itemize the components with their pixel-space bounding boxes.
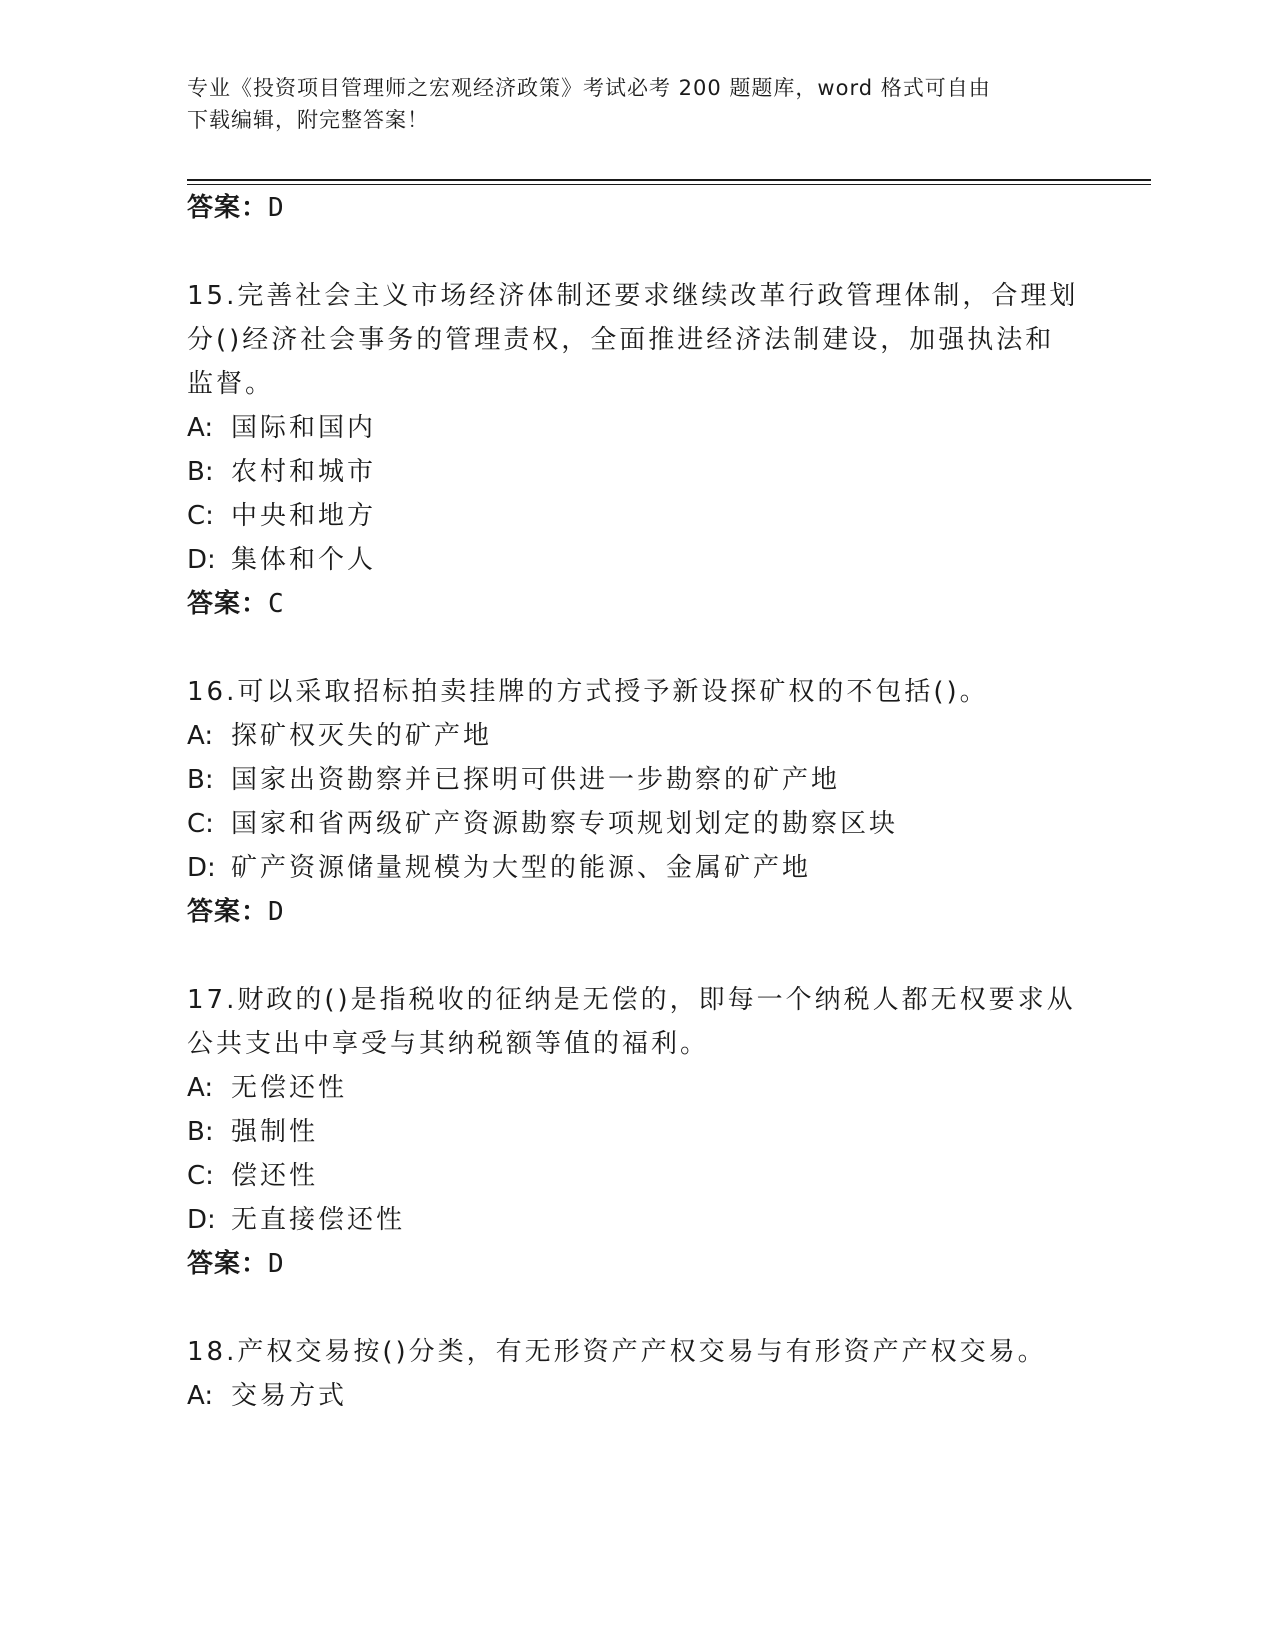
question-16-option-d <box>187 848 811 888</box>
option-label: B: <box>187 1117 214 1147</box>
question-18-option-a <box>187 1376 347 1416</box>
question-15-stem-line-3: 监督。 <box>187 369 275 399</box>
header-divider-thin <box>187 184 1151 185</box>
question-17-stem-line-2: 公共支出中享受与其纳税额等值的福利。 <box>187 1029 710 1059</box>
option-label: A: <box>187 413 214 443</box>
option-label: B: <box>187 765 214 795</box>
question-17-option-d <box>187 1200 405 1240</box>
option-label: D: <box>187 1205 216 1235</box>
header-line-2: 下载编辑，附完整答案！ <box>187 108 429 132</box>
option-text: 国际和国内 <box>231 413 377 443</box>
question-17-option-b <box>187 1112 318 1152</box>
question-17-option-c <box>187 1156 318 1196</box>
option-text: 农村和城市 <box>231 457 377 487</box>
option-label: D: <box>187 545 216 575</box>
option-text: 集体和个人 <box>231 545 377 575</box>
option-label: A: <box>187 1381 214 1411</box>
question-15-stem-line-2: 分()经济社会事务的管理责权，全面推进经济法制建设，加强执法和 <box>187 325 1055 355</box>
answer-value: D <box>268 897 285 927</box>
option-text: 中央和地方 <box>231 501 377 531</box>
document-header <box>187 72 1087 136</box>
answer-label: 答案： <box>187 193 269 223</box>
option-text: 矿产资源储量规模为大型的能源、金属矿产地 <box>231 853 812 883</box>
question-16-option-b <box>187 760 840 800</box>
answer-value: C <box>268 589 285 619</box>
question-16-option-a <box>187 716 492 756</box>
prev-answer <box>187 188 285 228</box>
option-text: 交易方式 <box>231 1381 348 1411</box>
option-text: 国家出资勘察并已探明可供进一步勘察的矿产地 <box>231 765 841 795</box>
answer-label: 答案： <box>187 589 269 619</box>
header-line-1: 专业《投资项目管理师之宏观经济政策》考试必考 200 题题库，word 格式可自由 <box>187 76 991 100</box>
question-15-answer <box>187 584 285 624</box>
question-15-option-d <box>187 540 376 580</box>
question-16-option-c <box>187 804 898 844</box>
option-label: C: <box>187 809 214 839</box>
option-text: 无偿还性 <box>231 1073 348 1103</box>
option-label: B: <box>187 457 214 487</box>
question-17-option-a <box>187 1068 347 1108</box>
option-label: A: <box>187 1073 214 1103</box>
answer-label: 答案： <box>187 1249 269 1279</box>
header-divider <box>187 179 1151 181</box>
answer-value: D <box>268 193 285 223</box>
option-label: A: <box>187 721 214 751</box>
option-text: 探矿权灭失的矿产地 <box>231 721 493 751</box>
question-17-stem-line-1: 17.财政的()是指税收的征纳是无偿的，即每一个纳税人都无权要求从 <box>187 985 1076 1015</box>
option-text: 强制性 <box>231 1117 319 1147</box>
option-label: C: <box>187 1161 214 1191</box>
option-label: D: <box>187 853 216 883</box>
question-15-option-c <box>187 496 376 536</box>
option-text: 偿还性 <box>231 1161 319 1191</box>
answer-label: 答案： <box>187 897 269 927</box>
option-label: C: <box>187 501 214 531</box>
option-text: 国家和省两级矿产资源勘察专项规划划定的勘察区块 <box>231 809 899 839</box>
answer-value: D <box>268 1249 285 1279</box>
question-15-option-a <box>187 408 376 448</box>
question-18-stem-line-1: 18.产权交易按()分类，有无形资产产权交易与有形资产产权交易。 <box>187 1337 1047 1367</box>
question-15-option-b <box>187 452 376 492</box>
question-15-stem-line-1: 15.完善社会主义市场经济体制还要求继续改革行政管理体制，合理划 <box>187 281 1079 311</box>
question-16-answer <box>187 892 285 932</box>
option-text: 无直接偿还性 <box>231 1205 406 1235</box>
question-16-stem-line-1: 16.可以采取招标拍卖挂牌的方式授予新设探矿权的不包括()。 <box>187 677 989 707</box>
question-17-answer <box>187 1244 285 1284</box>
